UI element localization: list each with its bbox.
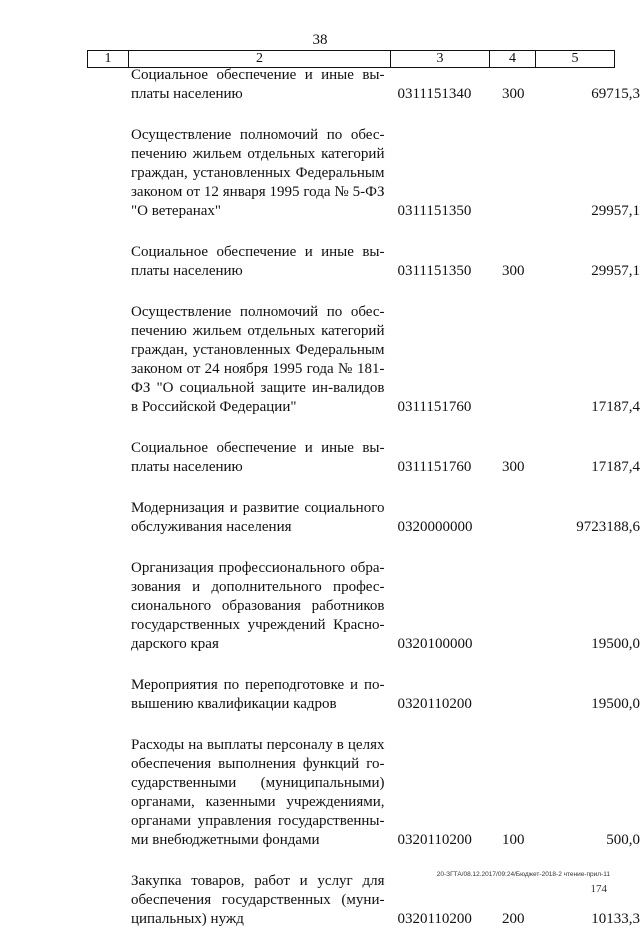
header-col-3: 3: [391, 51, 490, 67]
table-row: [0, 736, 640, 850]
table-row: [0, 499, 640, 537]
header-col-4: 4: [490, 51, 536, 67]
table-row: [0, 439, 640, 477]
budget-table-body: [0, 66, 640, 929]
row-amount: 9723188,6: [576, 519, 640, 535]
table-row: [0, 126, 640, 221]
row-code: 0320000000: [397, 519, 473, 535]
table-row: [0, 243, 640, 281]
page-number: 38: [312, 32, 328, 48]
row-description: Социальное обеспечение и иные вы-платы населению: [131, 440, 385, 475]
row-code: 0320100000: [397, 636, 473, 652]
row-amount: 19500,0: [591, 696, 640, 712]
table-row: [0, 872, 640, 929]
row-expense-type: 100: [502, 832, 525, 848]
row-code: 0311151760: [397, 399, 472, 415]
row-amount: 17187,4: [591, 399, 640, 415]
row-amount: 19500,0: [591, 636, 640, 652]
sheet-number: 174: [590, 883, 607, 895]
row-code: 0320110200: [397, 911, 472, 927]
row-description: Расходы на выплаты персоналу в целях обеспечения выполнения функций го-сударственными (муниципальными) органами, казенными учреждениями, органами управления государственны-ми внебюджетными фондами: [131, 737, 385, 848]
row-code: 0311151760: [397, 459, 472, 475]
row-description: Осуществление полномочий по обес-печению жильем отдельных категорий граждан, установленных Федеральным законом от 24 ноября 1995 года № 181-ФЗ "О социальной защите ин-валидов в Российской Федерации": [131, 304, 385, 415]
row-amount: 17187,4: [591, 459, 640, 475]
row-description: Социальное обеспечение и иные вы-платы населению: [131, 244, 385, 279]
row-code: 0311151350: [397, 263, 472, 279]
row-code: 0311151350: [397, 203, 472, 219]
row-description: Социальное обеспечение и иные вы-платы населению: [131, 67, 385, 102]
row-amount: 29957,1: [591, 263, 640, 279]
row-description: Осуществление полномочий по обес-печению жильем отдельных категорий граждан, установленных Федеральным законом от 12 января 1995 года № 5-ФЗ "О ветеранах": [131, 127, 385, 219]
row-description: Мероприятия по переподготовке и по-вышению квалификации кадров: [131, 677, 385, 712]
table-row: [0, 66, 640, 104]
header-col-1: 1: [88, 51, 129, 67]
row-expense-type: 200: [502, 911, 525, 927]
table-row: [0, 676, 640, 714]
row-amount: 29957,1: [591, 203, 640, 219]
header-col-2: 2: [129, 51, 391, 67]
header-col-5: 5: [571, 51, 579, 66]
row-amount: 500,0: [606, 832, 640, 848]
row-expense-type: 300: [502, 86, 525, 102]
row-expense-type: 300: [502, 459, 525, 475]
row-description: Модернизация и развитие социального обслуживания населения: [131, 500, 385, 535]
row-code: 0320110200: [397, 696, 472, 712]
row-description: Закупка товаров, работ и услуг для обеспечения государственных (муни-ципальных) нужд: [131, 873, 385, 927]
row-code: 0311151340: [397, 86, 472, 102]
row-amount: 10133,3: [591, 911, 640, 927]
document-reference: 20-ЗГТА/08.12.2017/09:24/Бюджет-2018-2 чтение-прил-11: [436, 871, 610, 878]
row-code: 0320110200: [397, 832, 472, 848]
row-amount: 69715,3: [591, 86, 640, 102]
row-expense-type: 300: [502, 263, 525, 279]
table-row: [0, 559, 640, 654]
table-row: [0, 303, 640, 417]
row-description: Организация профессионального обра-зования и дополнительного профес-сионального образования работников государственных учреждений Красно-дарского края: [131, 560, 385, 652]
